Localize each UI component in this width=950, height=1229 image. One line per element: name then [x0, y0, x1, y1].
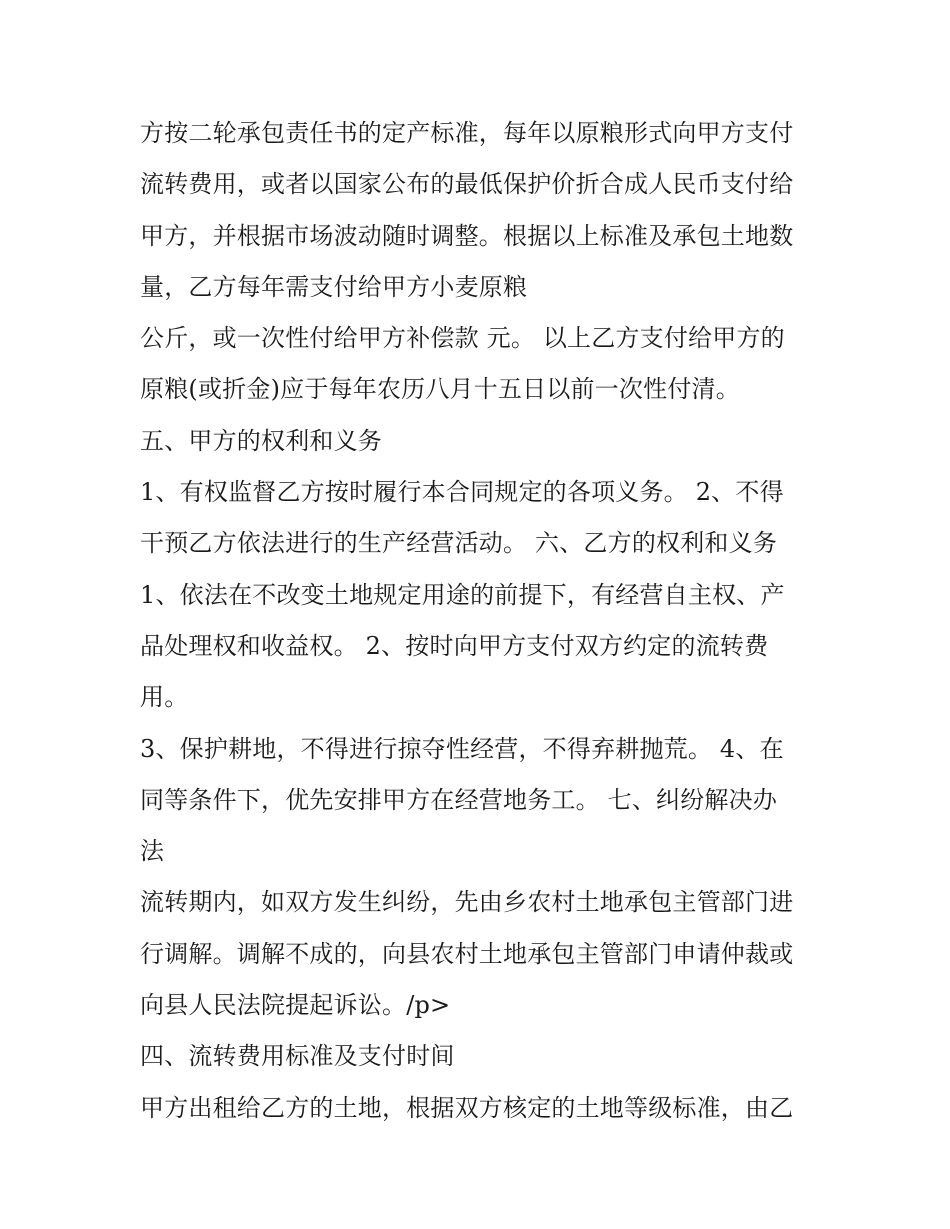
text-line: 方按二轮承包责任书的定产标准，每年以原粮形式向甲方支付 — [140, 119, 794, 147]
section-heading: 四、流转费用标准及支付时间 — [140, 1042, 455, 1071]
text-line: 行调解。调解不成的，向县农村土地承包主管部门申请仲裁或 — [140, 939, 794, 968]
text-line: 干预乙方依法进行的生产经营活动。 六、乙方的权利和义务 — [140, 529, 778, 558]
text-line: 流转期内，如双方发生纠纷，先由乡农村土地承包主管部门进 — [140, 888, 794, 917]
text-line: 1、依法在不改变土地规定用途的前提下，有经营自主权、产 — [140, 580, 785, 609]
text-line: 原粮(或折金)应于每年农历八月十五日以前一次性付清。 — [140, 375, 740, 404]
text-line: 甲方出租给乙方的土地，根据双方核定的土地等级标准，由乙 — [140, 1093, 794, 1122]
text-line: 品处理权和收益权。 2、按时向甲方支付双方约定的流转费 — [140, 631, 769, 660]
text-line: 流转费用，或者以国家公布的最低保护价折合成人民币支付给 — [140, 170, 794, 199]
text-line: 3、保护耕地，不得进行掠夺性经营，不得弃耕抛荒。 4、在 — [140, 734, 784, 763]
text-line: 甲方，并根据市场波动随时调整。根据以上标准及承包土地数 — [140, 221, 794, 250]
text-line: 用。 — [140, 683, 189, 712]
text-line: 量，乙方每年需支付给甲方小麦原粮 — [140, 272, 528, 301]
text-line: 公斤，或一次性付给甲方补偿款 元。 以上乙方支付给甲方的 — [140, 324, 785, 353]
document-page — [140, 108, 820, 1134]
text-line: 法 — [140, 837, 165, 866]
section-heading: 五、甲方的权利和义务 — [140, 426, 382, 455]
text-line: 向县人民法院提起诉讼。/p> — [140, 991, 451, 1020]
text-line: 同等条件下，优先安排甲方在经营地务工。 七、纠纷解决办 — [140, 785, 778, 814]
text-line: 1、有权监督乙方按时履行本合同规定的各项义务。 2、不得 — [140, 478, 784, 507]
